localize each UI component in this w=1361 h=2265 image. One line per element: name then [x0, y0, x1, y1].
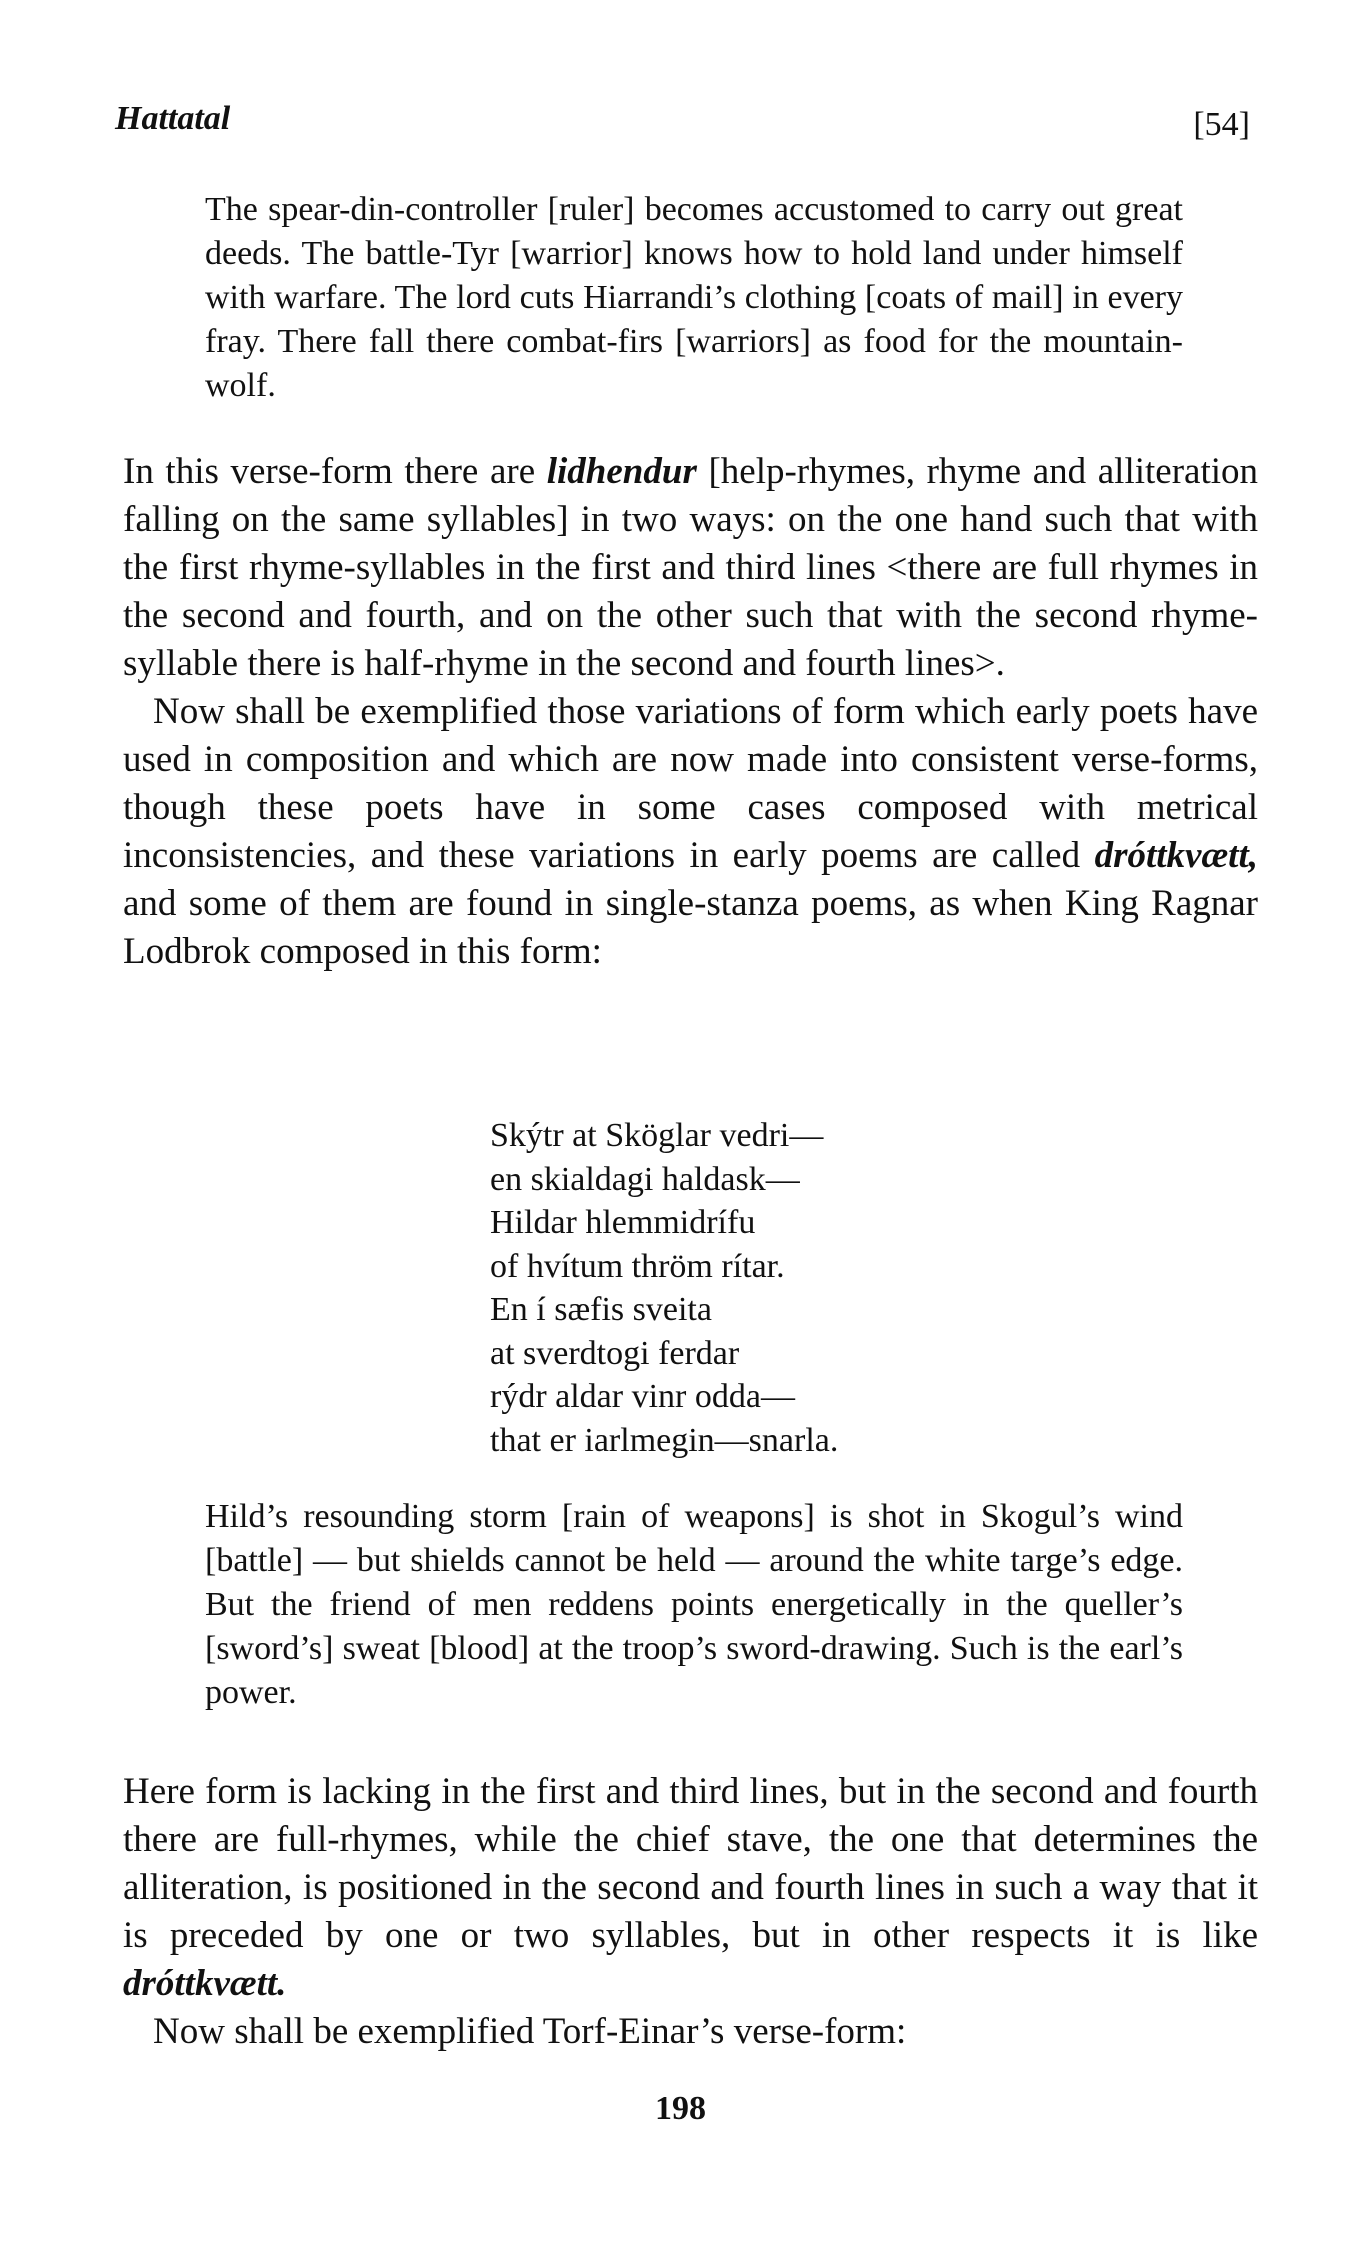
- translation-paragraph: Hild’s resounding storm [rain of weapons] is shot in Skogul’s wind [battle] — but shields cannot be held — around the white targe’s edge. But the friend of men reddens points energetically in the queller’s [sword’s] sweat [blood] at the troop’s sword-drawing. Such is the earl’s power.: [205, 1498, 1183, 1711]
- verse-translation-2: [205, 1495, 1183, 1715]
- verse-line: that er iarlmegin—snarla.: [490, 1421, 839, 1459]
- verse-line: rýdr aldar vinr odda—: [490, 1378, 795, 1415]
- verse-line: Hildar hlemmidrífu: [490, 1204, 756, 1241]
- term-drottkvaett: dróttkvætt,: [1094, 835, 1258, 876]
- prose-text: In this verse-form there are: [123, 451, 547, 492]
- running-title: Hattatal: [115, 100, 231, 137]
- verse-line: Skýtr at Sköglar vedri—: [490, 1117, 824, 1154]
- prose-section-2: [123, 1768, 1258, 2056]
- prose-paragraph: [123, 688, 1258, 976]
- prose-text: [help-rhymes, rhyme and alliteration falling on the same syllables] in two ways: on the one hand such that with the first rhyme-syllables in the first and third lines <there are full rhymes in the second and fourth, and on the other such that with the second rhyme-syllable there is half-rhyme in the second and fourth lines>.: [123, 451, 1259, 684]
- verse-line: En í sæfis sveita: [490, 1291, 712, 1328]
- verse-line: en skialdagi haldask—: [490, 1160, 800, 1198]
- verse-line: at sverdtogi ferdar: [490, 1334, 740, 1372]
- translation-paragraph: The spear-din-controller [ruler] becomes accustomed to carry out great deeds. The battle-Tyr [warrior] knows how to hold land under himself with warfare. The lord cuts Hiarrandi’s clothing [coats of mail] in every fray. There fall there combat-firs [warriors] as food for the mountain-wolf.: [205, 191, 1183, 404]
- prose-section-1: [123, 448, 1258, 976]
- prose-text: and some of them are found in single-stanza poems, as when King Ragnar Lodbrok composed in this form:: [123, 883, 1258, 972]
- verse-line: of hvítum thröm rítar.: [490, 1247, 785, 1285]
- term-drottkvaett: dróttkvætt.: [123, 1963, 287, 2004]
- prose-text: Now shall be exemplified those variations of form which early poets have used in composition and which are now made into consistent verse-forms, though these poets have in some cases composed with metrical inconsistencies, and these variations in early poems are called: [123, 691, 1258, 876]
- verse-translation-1: [205, 188, 1183, 408]
- prose-paragraph: [123, 1768, 1258, 2008]
- old-norse-stanza: [490, 1114, 838, 1462]
- term-lidhendur: lidhendur: [546, 451, 697, 492]
- prose-paragraph: [123, 448, 1258, 688]
- prose-paragraph: Now shall be exemplified Torf-Einar’s verse-form:: [153, 2011, 907, 2052]
- page-number: 198: [655, 2090, 706, 2127]
- section-number: [54]: [1193, 106, 1250, 143]
- prose-text: Here form is lacking in the first and third lines, but in the second and fourth there are full-rhymes, while the chief stave, the one that determines the alliteration, is positioned in the second and fourth lines in such a way that it is preceded by one or two syllables, but in other respects it is like: [123, 1771, 1258, 1956]
- page-header: [115, 100, 1250, 150]
